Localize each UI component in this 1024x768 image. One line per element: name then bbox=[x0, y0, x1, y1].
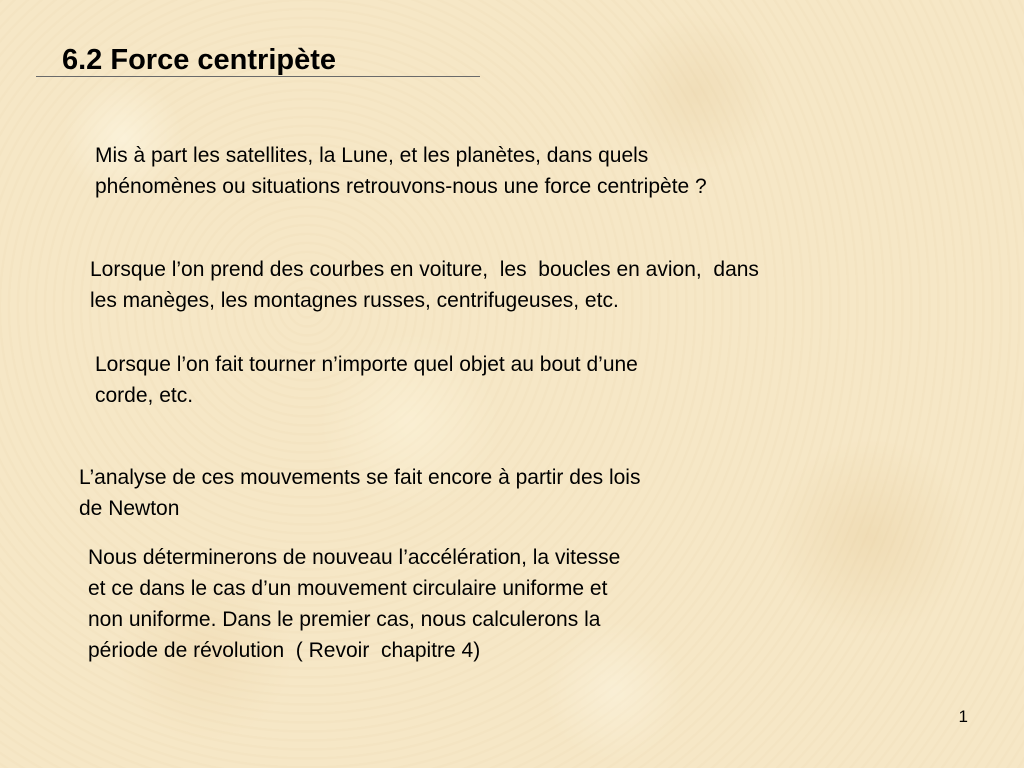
slide-title: 6.2 Force centripète bbox=[62, 44, 336, 76]
analysis-line-1: L’analyse de ces mouvements se fait encore à partir des lois bbox=[79, 466, 641, 489]
plan-line-3: non uniforme. Dans le premier cas, nous calculerons la bbox=[88, 608, 601, 631]
analysis-paragraph bbox=[79, 462, 640, 524]
plan-line-2: et ce dans le cas d’un mouvement circulaire uniforme et bbox=[88, 577, 608, 600]
plan-line-1: Nous déterminerons de nouveau l’accélération, la vitesse bbox=[88, 546, 621, 569]
plan-line-4: période de révolution ( Revoir chapitre 4) bbox=[88, 639, 481, 662]
answer-2-line-1: Lorsque l’on fait tourner n’importe quel objet au bout d’une bbox=[95, 353, 638, 376]
analysis-line-2: de Newton bbox=[79, 497, 180, 520]
title-underline bbox=[36, 76, 480, 77]
answer-1-paragraph bbox=[90, 254, 759, 316]
answer-1-line-1: Lorsque l’on prend des courbes en voiture, les boucles en avion, dans bbox=[90, 258, 759, 281]
question-paragraph bbox=[95, 140, 707, 202]
answer-2-paragraph bbox=[95, 349, 638, 411]
answer-2-line-2: corde, etc. bbox=[95, 384, 194, 407]
page-number: 1 bbox=[958, 707, 968, 726]
plan-paragraph bbox=[88, 542, 620, 666]
question-line-2: phénomènes ou situations retrouvons-nous une force centripète ? bbox=[95, 175, 707, 198]
answer-1-line-2: les manèges, les montagnes russes, centrifugeuses, etc. bbox=[90, 289, 619, 312]
question-line-1: Mis à part les satellites, la Lune, et les planètes, dans quels bbox=[95, 144, 649, 167]
